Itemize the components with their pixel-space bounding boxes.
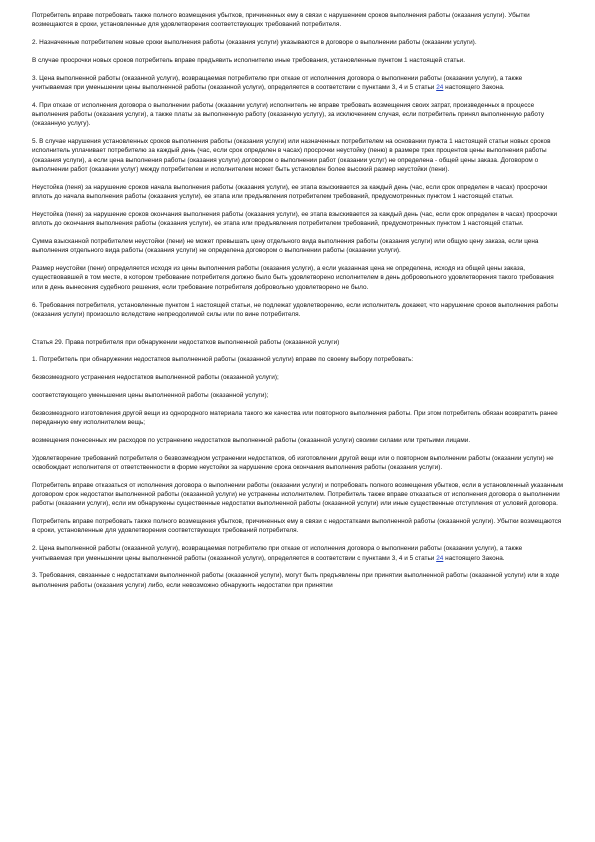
paragraph-text: настоящего Закона. bbox=[443, 554, 505, 562]
paragraph-penalty-start: Неустойка (пеня) за нарушение сроков начала выполнения работы (оказания услуги), ее этапа взыскивается за каждый день (час, если срок определен в часах) просрочки вплоть до начала выполнения работы (оказания услуги), ее этапа или предъявления потребителем требований, предусмотренных пунктом 1 настоящей статьи. bbox=[32, 183, 548, 201]
paragraph-item-5-penalty: 5. В случае нарушения установленных сроков выполнения работы (оказания услуги) или назначенных потребителем на основании пункта 1 настоящей статьи новых сроков исполнитель уплачивает потребителю за каждый день (час, если срок определен в часах) просрочки неустойку (пеню) в размере трех процентов цены выполнения работы (оказания услуги), а если цена выполнения работы (оказания услуги) договором о выполнении работ (оказании услуг) не определена - общей цены заказа. Договором о выполнении работ (оказании услуг) между потребителем и исполнителем может быть установлен более высокий размер неустойки (пени). bbox=[32, 138, 551, 174]
paragraph-free-repair: безвозмездного устранения недостатков выполненной работы (оказанной услуги); bbox=[32, 374, 279, 382]
paragraph-losses-defects: Потребитель вправе потребовать также полного возмещения убытков, причиненных ему в связи с недостатками выполненной работы (оказанной услуги). Убытки возмещаются в сроки, установленные для удовлетворения соответствующих требований потребителя. bbox=[32, 518, 562, 535]
paragraph-losses-delay: Потребитель вправе потребовать также полного возмещения убытков, причиненных ему в связи с нарушением сроков выполнения работы (оказания услуги). Убытки возмещаются в сроки, установленные для удовлетворения соответствующих требований потребителя. bbox=[32, 12, 530, 29]
paragraph-article29-item-1: 1. Потребитель при обнаружении недостатков выполненной работы (оказанной услуги) вправе по своему выбору потребовать: bbox=[32, 356, 414, 364]
article-24-link[interactable]: 24 bbox=[436, 83, 444, 91]
paragraph-item-6-force-majeure: 6. Требования потребителя, установленные пунктом 1 настоящей статьи, не подлежат удовлетворению, если исполнитель докажет, что нарушение сроков выполнения работы (оказания услуги) произошло вследствие непреодолимой силы или по вине потребителя. bbox=[32, 301, 559, 318]
section-gap bbox=[32, 328, 563, 338]
paragraph-contract-refusal: Потребитель вправе отказаться от исполнения договора о выполнении работы (оказании услуги) и потребовать полного возмещения убытков, если в установленный указанным договором срок недостатки выполненной работы (оказанной услуги) не устранены исполнителем. Потребитель также вправе отказаться от исполнения договора о выполнении работы (оказании услуги), если им обнаружены существенные недостатки выполненной работы (оказанной услуги) или иные существенные отступления от условий договора. bbox=[32, 481, 564, 508]
paragraph-price-reduction: соответствующего уменьшения цены выполненной работы (оказанной услуги); bbox=[32, 392, 269, 400]
paragraph-penalty-end: Неустойка (пеня) за нарушение сроков окончания выполнения работы (оказания услуги), ее этапа взыскивается за каждый день (час, если срок определен в часах) просрочки вплоть до окончания выполнения работы (оказания услуги), ее этапа или предъявления потребителем требований, предусмотренных пунктом 1 настоящей статьи. bbox=[32, 210, 558, 228]
paragraph-text: настоящего Закона. bbox=[443, 83, 505, 91]
paragraph-article29-item-2 bbox=[32, 544, 563, 563]
paragraph-new-terms-delay: В случае просрочки новых сроков потребитель вправе предъявить исполнителю иные требования, установленные пунктом 1 настоящей статьи. bbox=[32, 56, 466, 64]
paragraph-text: 2. Цена выполненной работы (оказанной услуги), возвращаемая потребителю при отказе от исполнения договора о выполнении работы (оказании услуги), а также учитываемая при уменьшении цены выполненной работы (оказанной услуги), определяется в соответствии с пунктами 3, 4 и 5 статьи bbox=[32, 545, 523, 562]
paragraph-penalty-limit: Сумма взысканной потребителем неустойки (пени) не может превышать цену отдельного вида выполнения работы (оказания услуги) или общую цену заказа, если цена выполнения отдельного вида работы (оказания услуги) не определена договором о выполнении работы (оказании услуги). bbox=[32, 238, 539, 255]
paragraph-text: 3. Цена выполненной работы (оказанной услуги), возвращаемая потребителю при отказе от исполнения договора о выполнении работы (оказании услуги), а также учитываемая при уменьшении цены выполненной работы (оказанной услуги), определяется в соответствии с пунктами 3, 4 и 5 статьи bbox=[32, 74, 523, 91]
paragraph-liability: Удовлетворение требований потребителя о безвозмездном устранении недостатков, об изготовлении другой вещи или о повторном выполнении работы (оказании услуги) не освобождает исполнителя от ответственности в форме неустойки за нарушение срока окончания выполнения работы (оказания услуги). bbox=[32, 454, 554, 471]
article-24-link[interactable]: 24 bbox=[436, 554, 444, 562]
paragraph-article29-item-3: 3. Требования, связанные с недостатками выполненной работы (оказанной услуги), могут быть предъявлены при принятии выполненной работы (оказанной услуги) или в ходе выполнения работы (оказания услуги) либо, если невозможно обнаружить недостатки при принятии bbox=[32, 572, 560, 589]
paragraph-new-item: безвозмездного изготовления другой вещи из однородного материала такого же качества или повторного выполнения работы. При этом потребитель обязан возвратить ранее переданную ему исполнителем вещь; bbox=[32, 409, 558, 427]
article-29-heading: Статья 29. Права потребителя при обнаружении недостатков выполненной работы (оказанной услуги) bbox=[32, 338, 340, 346]
paragraph-expense-refund: возмещения понесенных им расходов по устранению недостатков выполненной работы (оказанной услуги) своими силами или третьими лицами. bbox=[32, 436, 471, 444]
paragraph-penalty-size: Размер неустойки (пени) определяется исходя из цены выполнения работы (оказания услуги), а если указанная цена не определена, исходя из общей цены заказа, существовавшей в том месте, в котором требование потребителя должно было быть удовлетворено исполнителем в день добровольного удовлетворения такого требования или в день вынесения судебного решения, если требование потребителя добровольно удовлетворено не было. bbox=[32, 265, 554, 291]
paragraph-item-4-refusal: 4. При отказе от исполнения договора о выполнении работы (оказании услуги) исполнитель не вправе требовать возмещения своих затрат, произведенных в процессе выполнения работы (оказания услуги), а также платы за выполненную работу (оказанную услугу), за исключением случая, если потребитель принял выполненную работу (оказанную услугу). bbox=[32, 101, 545, 128]
paragraph-item-2-new-terms: 2. Назначенные потребителем новые сроки выполнения работы (оказания услуги) указываются в договоре о выполнении работы (оказании услуги). bbox=[32, 39, 477, 47]
paragraph-item-3-price bbox=[32, 74, 563, 93]
